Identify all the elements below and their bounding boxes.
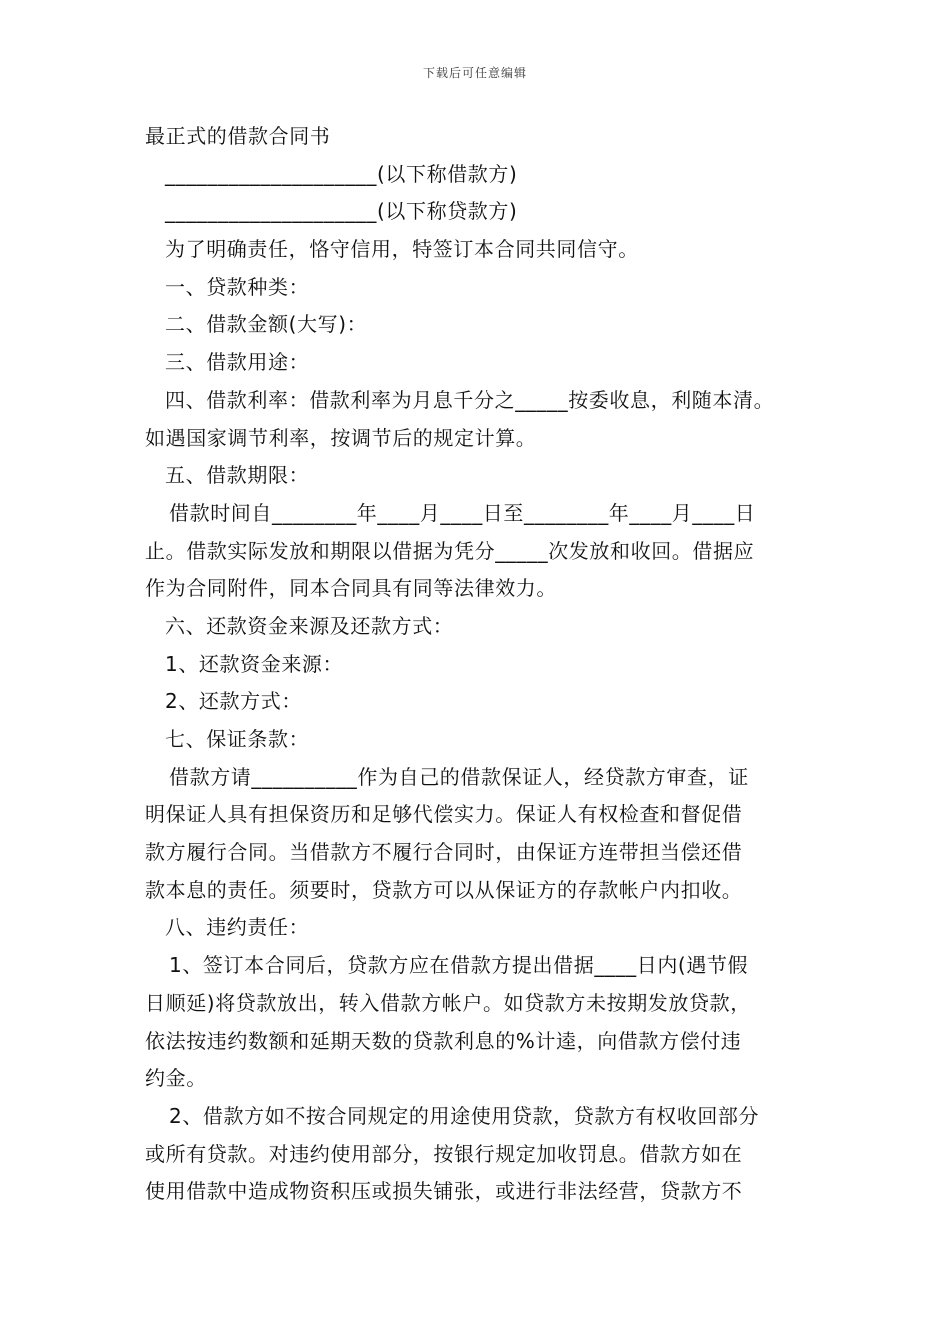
document-title: 最正式的借款合同书 [145, 124, 331, 148]
section-heading: 一、贷款种类： [165, 274, 310, 299]
lender-party-line: ____________________(以下称贷款方) [165, 199, 518, 224]
paragraph-line: 款方履行合同。当借款方不履行合同时，由保证方连带担当偿还借 [145, 840, 743, 865]
paragraph-line: 款本息的责任。须要时，贷款方可以从保证方的存款帐户内扣收。 [145, 877, 743, 902]
paragraph-line: 如遇国家调节利率，按调节后的规定计算。 [145, 425, 537, 450]
preamble-line: 为了明确责任，恪守信用，特签订本合同共同信守。 [165, 237, 639, 262]
header-note: 下载后可任意编辑 [422, 66, 527, 80]
paragraph-line: 四、借款利率：借款利率为月息千分之_____按委收息，利随本清。 [165, 387, 775, 412]
subsection-line: 2、还款方式： [165, 689, 302, 714]
borrower-party-line: ____________________(以下称借款方) [165, 161, 518, 186]
section-heading: 六、还款资金来源及还款方式： [165, 613, 454, 638]
paragraph-line: 明保证人具有担保资历和足够代偿实力。保证人有权检查和督促借 [145, 802, 743, 827]
section-heading: 三、借款用途： [165, 350, 310, 375]
section-heading: 二、借款金额(大写)： [165, 312, 368, 337]
paragraph-line: 使用借款中造成物资积压或损失铺张，或进行非法经营，贷款方不 [145, 1179, 743, 1204]
paragraph-line: 作为合同附件，同本合同具有同等法律效力。 [145, 576, 557, 601]
paragraph-line: 2、借款方如不按合同规定的用途使用贷款，贷款方有权收回部分 [169, 1103, 760, 1128]
paragraph-line: 借款时间自________年____月____日至________年____月____日 [169, 500, 756, 525]
paragraph-line: 日顺延)将贷款放出，转入借款方帐户。如贷款方未按期发放贷款， [145, 990, 751, 1015]
subsection-line: 1、还款资金来源： [165, 651, 344, 676]
paragraph-line: 约金。 [145, 1066, 207, 1091]
paragraph-line: 借款方请__________作为自己的借款保证人，经贷款方审查，证 [169, 764, 749, 789]
paragraph-line: 依法按违约数额和延期天数的贷款利息的%计逵，向借款方偿付违 [145, 1028, 742, 1053]
section-heading: 七、保证条款： [165, 727, 310, 751]
paragraph-line: 1、签订本合同后，贷款方应在借款方提出借据____日内(遇节假 [169, 953, 749, 978]
section-heading: 八、违约责任： [165, 915, 310, 940]
section-heading: 五、借款期限： [165, 463, 310, 488]
contract-body [145, 118, 810, 1211]
paragraph-line: 止。借款实际发放和期限以借据为凭分_____次发放和收回。借据应 [145, 538, 755, 563]
paragraph-line: 或所有贷款。对违约使用部分，按银行规定加收罚息。借款方如在 [145, 1141, 743, 1166]
